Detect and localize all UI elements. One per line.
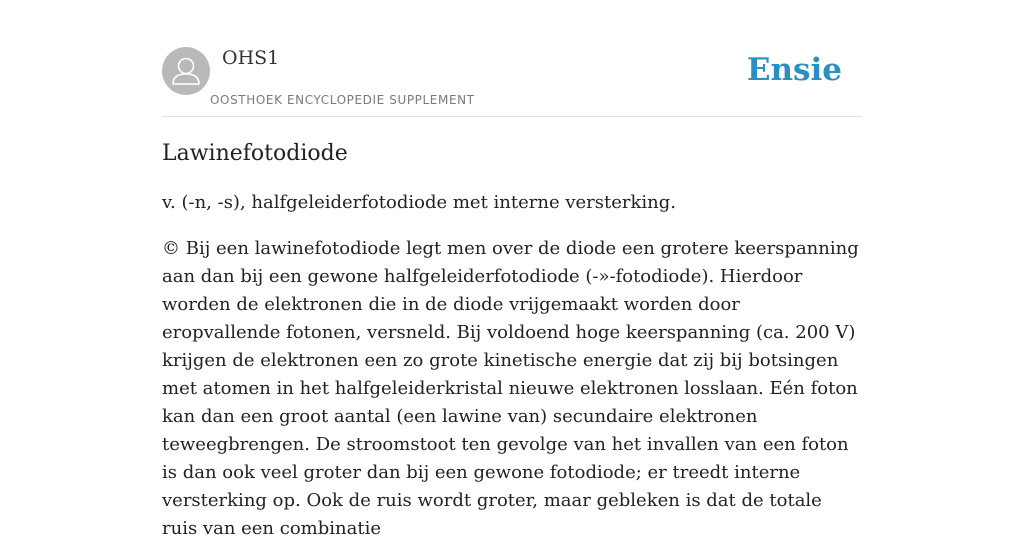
article	[162, 138, 862, 543]
user-icon[interactable]	[162, 47, 210, 95]
source-label[interactable]: OOSTHOEK ENCYCLOPEDIE SUPPLEMENT	[210, 93, 475, 107]
brand-logo[interactable]: Ensie	[746, 52, 842, 88]
author-name[interactable]: OHS1	[222, 47, 280, 69]
article-body: © Bij een lawinefotodiode legt men over de diode een grotere keerspanning aan dan bij een gewone halfgeleiderfotodiode (-»-fotodiode). Hierdoor worden de elektronen die in de diode vrijgemaakt worden door eropvallende fotonen, versneld. Bij voldoend hoge keerspanning (ca. 200 V) krijgen de elektronen een zo grote kinetische energie dat zij bij botsingen met atomen in het halfgeleiderkristal nieuwe elektronen losslaan. Eén foton kan dan een groot aantal (een lawine van) secundaire elektronen teweegbrengen. De stroomstoot ten gevolge van het invallen van een foton is dan ook veel groter dan bij een gewone fotodiode; er treedt interne versterking op. Ook de ruis wordt groter, maar gebleken is dat de totale ruis van een combinatie	[162, 238, 859, 539]
definition-text: v. (-n, -s), halfgeleiderfotodiode met interne versterking.	[162, 192, 676, 213]
header	[162, 46, 862, 117]
page-title: Lawinefotodiode	[162, 141, 348, 166]
